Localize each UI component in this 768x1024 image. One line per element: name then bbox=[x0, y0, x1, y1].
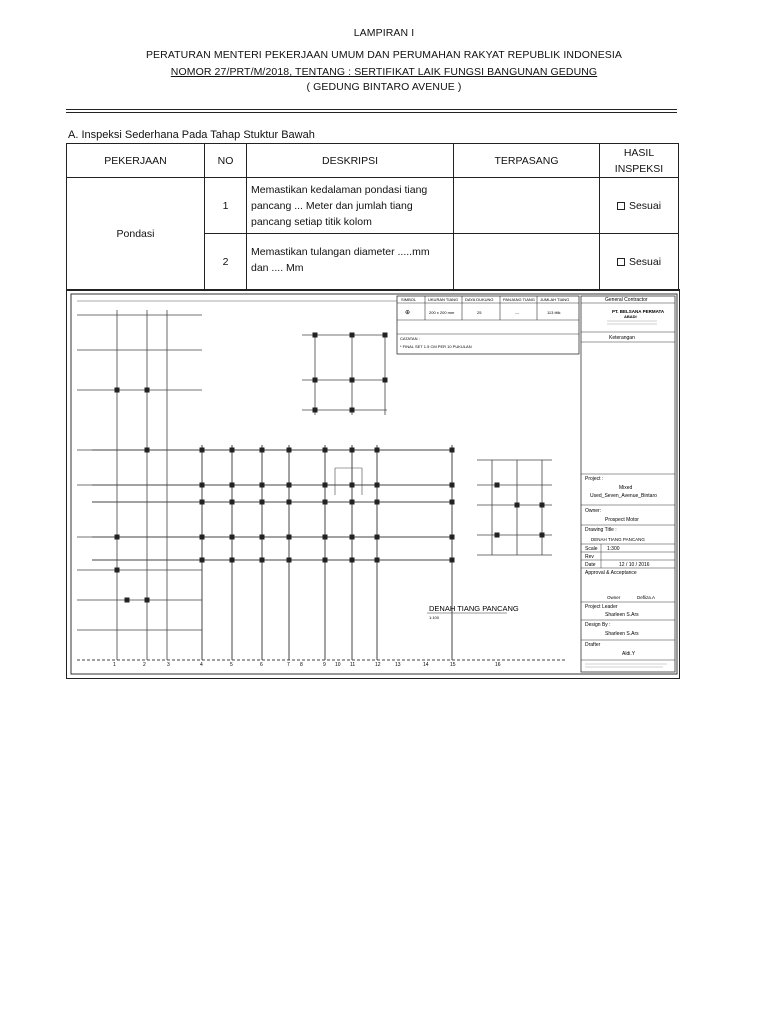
legend-header: SIMBOL bbox=[401, 297, 417, 302]
plan-title bbox=[427, 604, 519, 620]
pile-marker bbox=[450, 448, 455, 453]
legend-cell: --- bbox=[515, 310, 519, 315]
axis-label: 5 bbox=[230, 662, 233, 668]
pile-marker bbox=[515, 503, 520, 508]
axis-label: 7 bbox=[287, 662, 290, 668]
axis-label: 11 bbox=[350, 662, 356, 668]
pile-marker bbox=[450, 500, 455, 505]
project-leader-label: Project Leader bbox=[585, 604, 618, 610]
pile-marker bbox=[313, 378, 318, 383]
building-name: ( GEDUNG BINTARO AVENUE ) bbox=[306, 81, 462, 93]
section-title: A. Inspeksi Sederhana Pada Tahap Stuktur Bawah bbox=[68, 129, 315, 141]
pile-marker bbox=[230, 448, 235, 453]
date-label: Date bbox=[585, 562, 596, 568]
checkbox-icon[interactable] bbox=[617, 258, 625, 266]
desc-line: Memastikan tulangan diameter .....mm bbox=[251, 246, 430, 258]
pile-marker bbox=[125, 598, 130, 603]
pile-marker bbox=[350, 500, 355, 505]
table-header-row bbox=[67, 144, 679, 178]
header-rule-top bbox=[66, 109, 677, 110]
row-number: 1 bbox=[205, 178, 247, 234]
pile-marker bbox=[350, 483, 355, 488]
group-pondasi: Pondasi bbox=[67, 178, 205, 291]
scale-label: Scale bbox=[585, 546, 598, 552]
pile-marker bbox=[260, 500, 265, 505]
axis-labels bbox=[113, 662, 501, 668]
pile-marker bbox=[145, 388, 150, 393]
axis-label: 8 bbox=[300, 662, 303, 668]
pile-marker bbox=[375, 558, 380, 563]
pile-marker bbox=[287, 500, 292, 505]
pile-marker bbox=[260, 448, 265, 453]
rev-label: Rev bbox=[585, 554, 594, 560]
contractor-name: PT. BELSANA PERMATA bbox=[612, 309, 665, 314]
row-description bbox=[247, 234, 454, 291]
pile-marker bbox=[350, 408, 355, 413]
axis-label: 6 bbox=[260, 662, 263, 668]
header-hasil: HASIL bbox=[623, 146, 655, 159]
desc-line: dan .... Mm bbox=[251, 262, 304, 274]
general-contractor-label: General Contractor bbox=[605, 297, 648, 303]
pile-marker bbox=[115, 535, 120, 540]
row-terpasang[interactable] bbox=[454, 178, 600, 234]
pile-marker bbox=[323, 448, 328, 453]
result-label: Sesuai bbox=[628, 199, 662, 212]
title-block bbox=[581, 296, 675, 672]
plan-scale: 1:100 bbox=[429, 615, 440, 620]
axis-label: 16 bbox=[495, 662, 501, 668]
legend-cell: 25 bbox=[477, 310, 482, 315]
pile-marker bbox=[200, 448, 205, 453]
header-no: NO bbox=[205, 144, 247, 178]
note-title: CATATAN : bbox=[400, 336, 420, 341]
header-terpasang: TERPASANG bbox=[454, 144, 600, 178]
axis-label: 2 bbox=[143, 662, 146, 668]
row-result[interactable] bbox=[600, 178, 679, 234]
project-value: Mixed bbox=[619, 485, 633, 491]
desc-line: Memastikan kedalaman pondasi tiang bbox=[251, 183, 428, 196]
axis-label: 10 bbox=[335, 662, 341, 668]
row-terpasang[interactable] bbox=[454, 234, 600, 291]
pile-marker bbox=[350, 448, 355, 453]
scale-value: 1:300 bbox=[607, 546, 620, 552]
row-number: 2 bbox=[205, 234, 247, 291]
design-by-label: Design By : bbox=[585, 622, 611, 628]
pile-marker bbox=[145, 448, 150, 453]
pile-marker bbox=[230, 558, 235, 563]
pile-marker bbox=[323, 558, 328, 563]
owner-label: Owner: bbox=[585, 508, 602, 514]
pile-marker bbox=[200, 535, 205, 540]
table-row bbox=[67, 178, 679, 234]
inspection-table bbox=[66, 143, 679, 291]
approval-label: Approval & Acceptance bbox=[585, 570, 637, 576]
drafter-label: Drafter bbox=[585, 642, 601, 648]
header-rule-bottom bbox=[66, 112, 677, 113]
project-value: Used_Seven_Avenue_Bintaro bbox=[590, 493, 657, 499]
drawing-title-label: Drawing Title : bbox=[585, 527, 617, 533]
regulation-title: PERATURAN MENTERI PEKERJAAN UMUM DAN PERUMAHAN RAKYAT REPUBLIK INDONESIA bbox=[145, 49, 623, 61]
drafter-value: Aldi.Y bbox=[622, 651, 636, 657]
pile-marker bbox=[323, 500, 328, 505]
note-text: * FINAL SET 1.5 CM PER 10 PUKULAN bbox=[400, 344, 472, 349]
project-leader-value: Sharleen S.Ars bbox=[605, 612, 639, 618]
pile-marker bbox=[375, 535, 380, 540]
result-label: Sesuai bbox=[628, 256, 662, 268]
owner2-value: Defliza.A bbox=[637, 595, 656, 600]
legend-cell: 113 titik bbox=[547, 310, 561, 315]
pile-marker bbox=[287, 535, 292, 540]
pile-marker bbox=[287, 483, 292, 488]
pile-marker bbox=[495, 533, 500, 538]
pile-marker bbox=[350, 558, 355, 563]
date-value: 12 / 10 / 2016 bbox=[619, 562, 650, 568]
pile-marker bbox=[540, 533, 545, 538]
pile-marker bbox=[350, 378, 355, 383]
pile-marker bbox=[145, 598, 150, 603]
pile-plan-svg bbox=[67, 290, 679, 678]
row-description bbox=[247, 178, 454, 234]
pile-marker bbox=[375, 483, 380, 488]
pile-marker bbox=[375, 500, 380, 505]
pile-marker bbox=[383, 333, 388, 338]
axis-label: 4 bbox=[200, 662, 203, 668]
pile-marker bbox=[323, 483, 328, 488]
pile-marker bbox=[450, 558, 455, 563]
desc-line: pancang ... Meter dan jumlah tiang bbox=[251, 199, 413, 212]
pile-marker bbox=[200, 558, 205, 563]
contractor-sub: ABADI bbox=[624, 314, 637, 319]
header-hasil-inspeksi bbox=[600, 144, 679, 178]
doc-attachment-label: LAMPIRAN I bbox=[353, 27, 415, 39]
pile-marker bbox=[450, 483, 455, 488]
pile-marker bbox=[260, 558, 265, 563]
pile-markers bbox=[115, 333, 545, 603]
regulation-number: NOMOR 27/PRT/M/2018, TENTANG : SERTIFIKAT LAIK FUNGSI BANGUNAN GEDUNG bbox=[170, 66, 598, 78]
axis-label: 14 bbox=[423, 662, 429, 668]
plan-title-text: DENAH TIANG PANCANG bbox=[429, 604, 519, 613]
pile-marker bbox=[260, 535, 265, 540]
pile-marker bbox=[450, 535, 455, 540]
keterangan-label: Keterangan bbox=[609, 335, 635, 341]
pile-marker bbox=[200, 483, 205, 488]
owner-value: Prospect Motor bbox=[605, 517, 639, 523]
project-label: Project : bbox=[585, 476, 604, 482]
checkbox-icon[interactable] bbox=[617, 202, 625, 210]
desc-line: pancang setiap titik kolom bbox=[251, 215, 372, 228]
axis-label: 9 bbox=[323, 662, 326, 668]
pile-marker bbox=[313, 408, 318, 413]
legend-header: PANJANG TIANG bbox=[503, 297, 535, 302]
pile-marker bbox=[375, 448, 380, 453]
header-pekerjaan: PEKERJAAN bbox=[67, 144, 205, 178]
pile-symbol-icon: ⊕ bbox=[405, 310, 411, 316]
axis-label: 15 bbox=[450, 662, 456, 668]
pile-marker bbox=[260, 483, 265, 488]
header-inspeksi: INSPEKSI bbox=[614, 162, 664, 175]
pile-marker bbox=[230, 535, 235, 540]
design-by-value: Sharleen S.Ars bbox=[605, 631, 639, 637]
pile-marker bbox=[540, 503, 545, 508]
legend-header: JUMLAH TIANG bbox=[540, 297, 570, 302]
owner2-label: Owner bbox=[607, 595, 621, 600]
pile-marker bbox=[495, 483, 500, 488]
axis-label: 13 bbox=[395, 662, 401, 668]
legend-header: UKURAN TIANG bbox=[428, 297, 459, 302]
pile-marker bbox=[115, 388, 120, 393]
drawing-title-value: DENAH TIANG PANCANG bbox=[591, 537, 645, 542]
axis-label: 3 bbox=[167, 662, 170, 668]
pile-marker bbox=[230, 483, 235, 488]
pile-marker bbox=[287, 448, 292, 453]
legend-header: DAYA DUKUNG bbox=[465, 297, 494, 302]
legend-table bbox=[397, 296, 579, 354]
pile-marker bbox=[350, 535, 355, 540]
pile-marker bbox=[323, 535, 328, 540]
pile-marker bbox=[200, 500, 205, 505]
row-result[interactable] bbox=[600, 234, 679, 291]
pile-marker bbox=[383, 378, 388, 383]
pile-marker bbox=[115, 568, 120, 573]
legend-cell: 200 x 200 mm bbox=[429, 310, 455, 315]
pile-plan-drawing bbox=[66, 289, 680, 679]
pile-marker bbox=[230, 500, 235, 505]
axis-label: 1 bbox=[113, 662, 116, 668]
header-deskripsi: DESKRIPSI bbox=[247, 144, 454, 178]
pile-marker bbox=[287, 558, 292, 563]
pile-marker bbox=[350, 333, 355, 338]
axis-label: 12 bbox=[375, 662, 381, 668]
pile-marker bbox=[313, 333, 318, 338]
